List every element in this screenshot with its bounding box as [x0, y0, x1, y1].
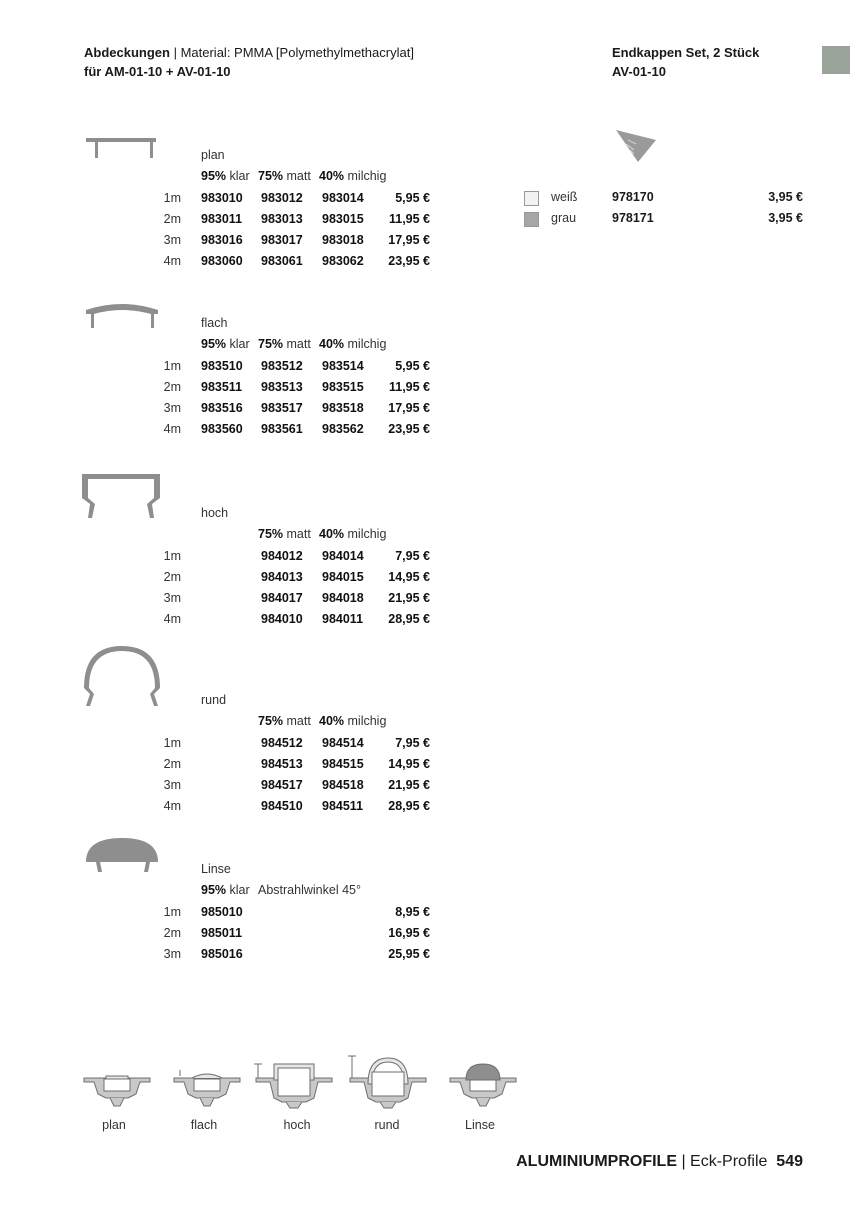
article-number: 983011	[201, 212, 243, 226]
article-number: 984011	[322, 612, 364, 626]
section-name: rund	[201, 693, 227, 707]
article-number: 983062	[322, 254, 364, 268]
page-footer	[516, 1153, 803, 1171]
diagram-plan-icon	[84, 1076, 150, 1106]
article-number: 984518	[322, 778, 364, 792]
row-price: 5,95 €	[395, 191, 430, 205]
endkappe-color-name: weiß	[551, 190, 578, 204]
column-header-label: klar	[226, 883, 250, 897]
chapter-tab-marker	[822, 46, 850, 74]
article-number: 983015	[322, 212, 364, 226]
column-header-label: matt	[283, 714, 311, 728]
row-price: 17,95 €	[388, 233, 430, 247]
header-right	[612, 43, 759, 81]
column-header-percent: 95%	[201, 883, 227, 897]
column-header-percent: 75%	[258, 527, 284, 541]
article-number: 983016	[201, 233, 243, 247]
column-header-percent: 75%	[258, 169, 284, 183]
column-header-label: klar	[226, 337, 250, 351]
table-row	[0, 591, 850, 612]
row-price: 28,95 €	[388, 612, 430, 626]
column-header-label: klar	[226, 169, 250, 183]
table-row	[0, 359, 850, 380]
table-row	[0, 549, 850, 570]
article-number: 983518	[322, 401, 364, 415]
diagram-label: hoch	[283, 1118, 311, 1132]
article-number: 984514	[322, 736, 364, 750]
table-row	[0, 905, 850, 926]
row-length: 2m	[163, 380, 181, 394]
section-name: plan	[201, 148, 225, 162]
column-header-percent: 95%	[201, 169, 227, 183]
section-column-header	[319, 169, 386, 183]
table-row	[0, 254, 850, 275]
section-column-header	[319, 714, 386, 728]
diagram-label: Linse	[465, 1118, 495, 1132]
row-price: 17,95 €	[388, 401, 430, 415]
row-length: 1m	[163, 191, 181, 205]
column-header-label: milchig	[344, 337, 387, 351]
row-length: 2m	[163, 570, 181, 584]
row-price: 11,95 €	[388, 380, 430, 394]
column-header-label: matt	[283, 337, 311, 351]
diagram-flach-icon	[174, 1070, 240, 1106]
column-header-label: matt	[283, 169, 311, 183]
profile-flach-icon	[82, 296, 162, 332]
endkappe-row	[0, 190, 850, 211]
article-number: 983061	[261, 254, 303, 268]
article-number: 984012	[261, 549, 303, 563]
table-row	[0, 380, 850, 401]
row-price: 28,95 €	[388, 799, 430, 813]
article-number: 983060	[201, 254, 243, 268]
table-row	[0, 757, 850, 778]
article-number: 984517	[261, 778, 303, 792]
column-header-label: milchig	[344, 714, 387, 728]
row-length: 3m	[163, 591, 181, 605]
header-left-subtitle: für AM-01-10 + AV-01-10	[84, 64, 231, 79]
color-swatch	[524, 191, 539, 206]
profile-linse-icon	[84, 834, 160, 876]
footer-separator: |	[677, 1153, 691, 1170]
article-number: 984015	[322, 570, 364, 584]
column-header-percent: 40%	[319, 527, 345, 541]
article-number: 983010	[201, 191, 243, 205]
section-name: flach	[201, 316, 228, 330]
table-row	[0, 570, 850, 591]
row-length: 4m	[163, 422, 181, 436]
diagram-label: rund	[374, 1118, 400, 1132]
article-number: 984511	[322, 799, 364, 813]
article-number: 984017	[261, 591, 303, 605]
endkappe-article-number: 978170	[612, 190, 654, 204]
section-column-header	[201, 337, 250, 351]
row-price: 23,95 €	[388, 254, 430, 268]
article-number: 985016	[201, 947, 243, 961]
row-price: 16,95 €	[388, 926, 430, 940]
diagram-linse-icon	[450, 1064, 516, 1106]
table-row	[0, 778, 850, 799]
article-number: 983513	[261, 380, 303, 394]
header-left-title-sep: |	[169, 45, 181, 60]
row-price: 8,95 €	[395, 905, 430, 919]
row-price: 7,95 €	[395, 549, 430, 563]
article-number: 984018	[322, 591, 364, 605]
row-length: 2m	[163, 212, 181, 226]
row-length: 3m	[163, 778, 181, 792]
endkappe-row	[0, 211, 850, 232]
row-price: 21,95 €	[388, 778, 430, 792]
row-price: 25,95 €	[388, 947, 430, 961]
cross-section-diagrams	[80, 1050, 530, 1110]
profile-hoch-icon	[80, 472, 162, 520]
header-right-subtitle: AV-01-10	[612, 64, 666, 79]
column-header-label: Abstrahlwinkel 45°	[258, 883, 361, 897]
article-number: 983014	[322, 191, 364, 205]
article-number: 983018	[322, 233, 364, 247]
row-length: 4m	[163, 254, 181, 268]
row-length: 3m	[163, 233, 181, 247]
article-number: 983561	[261, 422, 303, 436]
article-number: 983512	[261, 359, 303, 373]
article-number: 983560	[201, 422, 243, 436]
table-row	[0, 799, 850, 820]
endkappe-color-name: grau	[551, 211, 577, 225]
column-header-percent: 40%	[319, 714, 345, 728]
article-number: 983514	[322, 359, 364, 373]
article-number: 985011	[201, 926, 243, 940]
footer-subcategory: Eck-Profile	[690, 1153, 768, 1170]
row-price: 14,95 €	[388, 570, 430, 584]
article-number: 984010	[261, 612, 303, 626]
article-number: 983516	[201, 401, 243, 415]
row-length: 3m	[163, 401, 181, 415]
section-column-header	[319, 527, 386, 541]
column-header-percent: 40%	[319, 169, 345, 183]
article-number: 984512	[261, 736, 303, 750]
table-row	[0, 422, 850, 443]
article-number: 984510	[261, 799, 303, 813]
article-number: 984013	[261, 570, 303, 584]
endkappe-price: 3,95 €	[768, 211, 803, 225]
table-row	[0, 401, 850, 422]
header-left-title-bold: Abdeckungen	[84, 45, 170, 60]
article-number: 984014	[322, 549, 364, 563]
article-number: 983012	[261, 191, 303, 205]
row-price: 7,95 €	[395, 736, 430, 750]
article-number: 983017	[261, 233, 303, 247]
row-price: 23,95 €	[388, 422, 430, 436]
column-header-label: milchig	[344, 527, 387, 541]
page-number: 549	[776, 1153, 803, 1170]
table-row	[0, 926, 850, 947]
article-number: 985010	[201, 905, 243, 919]
diagram-label: plan	[102, 1118, 126, 1132]
section-column-header	[258, 527, 311, 541]
row-price: 5,95 €	[395, 359, 430, 373]
header-left-title	[84, 43, 414, 62]
row-length: 2m	[163, 926, 181, 940]
column-header-percent: 75%	[258, 337, 284, 351]
section-name: hoch	[201, 506, 229, 520]
table-row	[0, 233, 850, 254]
row-price: 11,95 €	[388, 212, 430, 226]
profile-plan-icon	[82, 136, 162, 164]
section-column-header	[201, 169, 250, 183]
article-number: 983562	[322, 422, 364, 436]
table-row	[0, 612, 850, 633]
row-length: 3m	[163, 947, 181, 961]
section-column-header	[258, 337, 311, 351]
column-header-percent: 75%	[258, 714, 284, 728]
column-header-label: milchig	[344, 169, 387, 183]
article-number: 983515	[322, 380, 364, 394]
column-header-percent: 95%	[201, 337, 227, 351]
article-number: 983511	[201, 380, 243, 394]
section-column-header	[319, 337, 386, 351]
row-length: 4m	[163, 799, 181, 813]
section-column-header	[258, 714, 311, 728]
footer-category: ALUMINIUMPROFILE	[516, 1153, 677, 1170]
row-price: 21,95 €	[388, 591, 430, 605]
row-length: 1m	[163, 736, 181, 750]
header-right-title: Endkappen Set, 2 Stück	[612, 45, 760, 60]
diagram-hoch-icon	[254, 1064, 332, 1108]
color-swatch	[524, 212, 539, 227]
table-row	[0, 736, 850, 757]
section-column-header	[201, 883, 250, 897]
article-number: 983013	[261, 212, 303, 226]
article-number: 984515	[322, 757, 364, 771]
section-column-header	[258, 883, 361, 897]
table-row	[0, 947, 850, 968]
article-number: 983517	[261, 401, 303, 415]
article-number: 984513	[261, 757, 303, 771]
article-number: 983510	[201, 359, 243, 373]
diagram-label: flach	[190, 1118, 218, 1132]
diagram-rund-icon	[348, 1056, 426, 1108]
row-length: 1m	[163, 549, 181, 563]
column-header-percent: 40%	[319, 337, 345, 351]
endkappe-article-number: 978171	[612, 211, 654, 225]
endkappe-icon	[614, 128, 660, 164]
row-length: 1m	[163, 905, 181, 919]
profile-rund-icon	[80, 642, 164, 708]
row-price: 14,95 €	[388, 757, 430, 771]
header-left	[84, 43, 414, 81]
row-length: 2m	[163, 757, 181, 771]
section-name: Linse	[201, 862, 231, 876]
endkappe-price: 3,95 €	[768, 190, 803, 204]
header-left-title-rest: Material: PMMA [Polymethylmethacrylat]	[180, 45, 414, 60]
row-length: 1m	[163, 359, 181, 373]
row-length: 4m	[163, 612, 181, 626]
section-column-header	[258, 169, 311, 183]
column-header-label: matt	[283, 527, 311, 541]
